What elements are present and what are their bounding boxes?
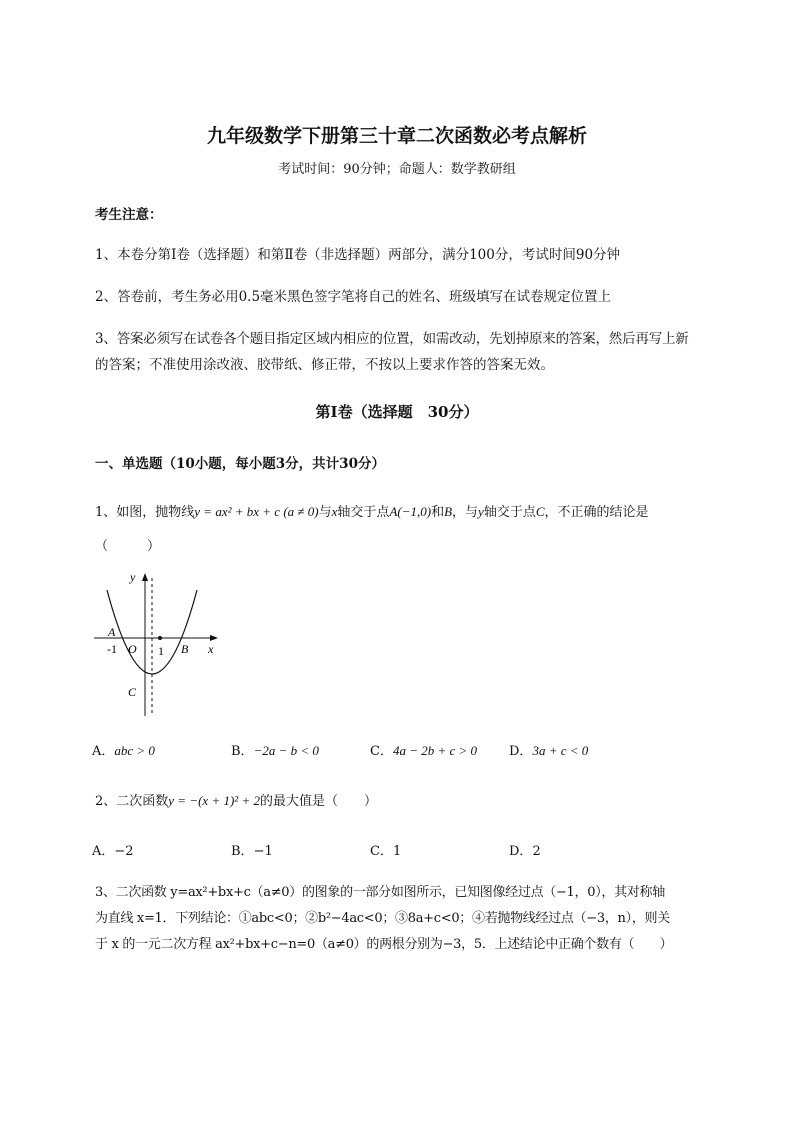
question-2-stem: 2、二次函数y = −(x + 1)² + 2的最大值是（ ） <box>95 793 377 809</box>
q2-option-d[interactable]: D．2 <box>509 844 541 859</box>
point-one <box>158 636 162 640</box>
label-one: 1 <box>158 644 164 658</box>
y-axis-arrow <box>142 573 148 581</box>
exam-info: 考试时间：90分钟；命题人：数学教研组 <box>278 162 516 177</box>
question-3-line-3: 于 x 的一元二次方程 ax²+bx+c−n=0（a≠0）的两根分别为−3，5．上述结论中正确个数有（ ） <box>95 937 673 952</box>
part-heading: 一、单选题（10小题，每小题3分，共计30分） <box>95 456 385 472</box>
q2-option-a[interactable]: A．−2 <box>92 844 134 859</box>
question-3-line-2: 为直线 x=1．下列结论：①abc<0；②b²−4ac<0；③8a+c<0；④若抛物线经过点（−3，n），则关 <box>95 911 670 926</box>
x-axis-arrow <box>210 635 218 641</box>
notice-item-3-cont: 的答案；不准使用涂改液、胶带纸、修正带，不按以上要求作答的答案无效。 <box>95 357 554 373</box>
question-3-line-1: 3、二次函数 y=ax²+bx+c（a≠0）的图象的一部分如图所示，已知图像经过点（−1，0），其对称轴 <box>95 885 665 900</box>
section-title: 第I卷（选择题 30分） <box>315 403 479 421</box>
label-c: C <box>128 685 137 699</box>
label-neg1: -1 <box>107 642 117 656</box>
question-1-blank: （ ） <box>95 539 161 554</box>
notice-item-2: 2、答卷前，考生务必用0.5毫米黑色签字笔将自己的姓名、班级填写在试卷规定位置上 <box>95 289 612 305</box>
label-o: O <box>128 642 137 656</box>
parabola-figure <box>90 568 225 718</box>
question-1-stem: 1、如图，抛物线y = ax² + bx + c (a ≠ 0)与x轴交于点A(−1,0)和B，与y轴交于点C，不正确的结论是 <box>95 504 649 520</box>
q1-option-b[interactable]: B．−2a − b < 0 <box>231 743 319 759</box>
label-y: y <box>130 570 136 584</box>
page-title: 九年级数学下册第三十章二次函数必考点解析 <box>206 125 587 147</box>
q1-point-a: A(−1,0) <box>389 504 432 519</box>
label-x: x <box>208 642 214 656</box>
q2-option-c[interactable]: C．1 <box>370 844 402 859</box>
label-b: B <box>181 642 189 656</box>
q2-formula: y = −(x + 1)² + 2 <box>168 793 260 808</box>
label-a: A <box>108 625 116 639</box>
q1-option-d[interactable]: D．3a + c < 0 <box>509 743 589 759</box>
q1-option-a[interactable]: A．abc > 0 <box>92 743 155 759</box>
notice-item-1: 1、本卷分第I卷（选择题）和第Ⅱ卷（非选择题）两部分，满分100分，考试时间90分钟 <box>95 247 621 263</box>
notice-heading: 考生注意： <box>95 207 163 223</box>
q1-option-c[interactable]: C．4a − 2b + c > 0 <box>370 743 478 759</box>
notice-item-3: 3、答案必须写在试卷各个题目指定区域内相应的位置，如需改动，先划掉原来的答案，然后再写上新 <box>95 331 689 347</box>
q1-formula: y = ax² + bx + c (a ≠ 0) <box>194 504 319 519</box>
q2-option-b[interactable]: B．−1 <box>231 844 273 859</box>
